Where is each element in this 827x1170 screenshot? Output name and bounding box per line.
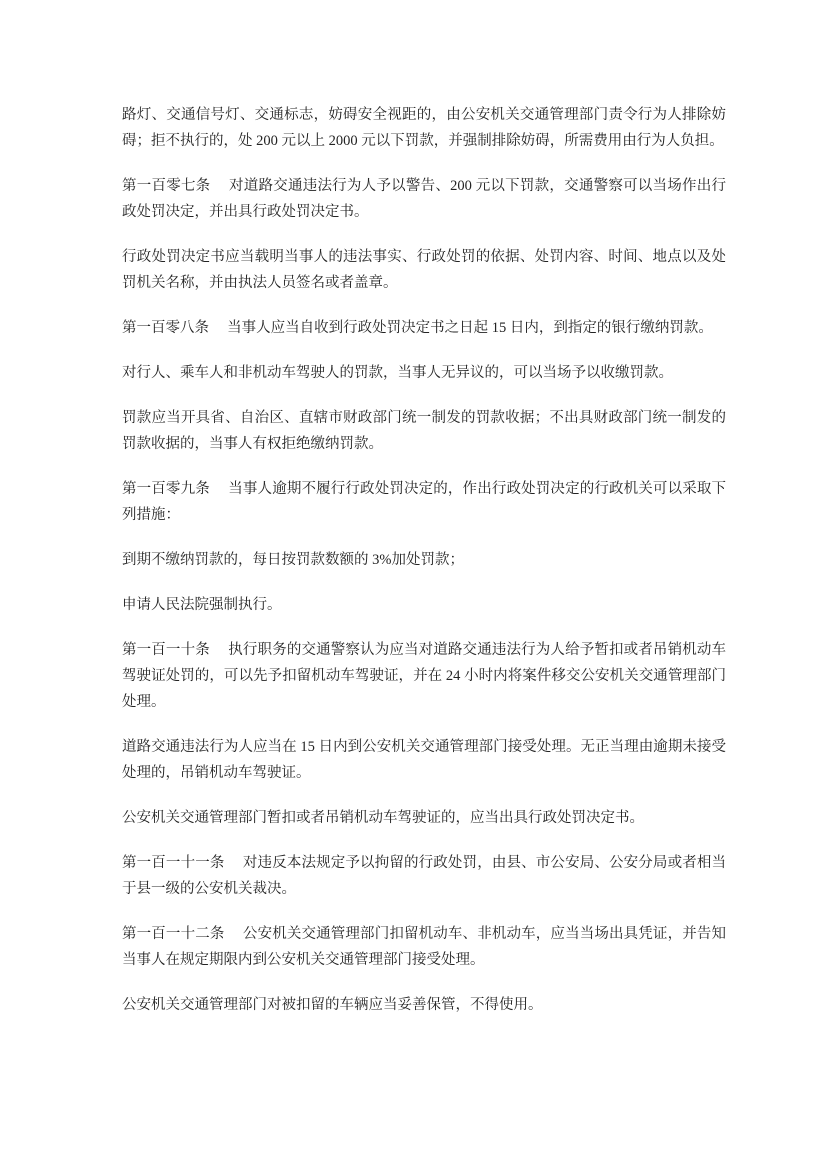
article-111: 第一百一十一条 对违反本法规定予以拘留的行政处罚，由县、市公安局、公安分局或者相当于县一级的公安机关裁决。 <box>122 855 726 897</box>
article-109-item-late-fine: 到期不缴纳罚款的，每日按罚款数额的 3%加处罚款； <box>122 552 464 568</box>
article-110: 第一百一十条 执行职务的交通警察认为应当对道路交通违法行为人给予暂扣或者吊销机动车驾驶证处罚的，可以先予扣留机动车驾驶证，并在 24 小时内将案件移交公安机关交通管理部门处理。 <box>122 642 726 710</box>
article-110-decision-letter-required: 公安机关交通管理部门暂扣或者吊销机动车驾驶证的，应当出具行政处罚决定书。 <box>122 810 644 826</box>
article-112-vehicle-custody: 公安机关交通管理部门对被扣留的车辆应当妥善保管，不得使用。 <box>122 997 543 1013</box>
article-109-item-court-enforcement: 申请人民法院强制执行。 <box>122 597 282 613</box>
paragraph-obstruction-removal-fine: 路灯、交通信号灯、交通标志，妨碍安全视距的，由公安机关交通管理部门责令行为人排除妨碍；拒不执行的，处 200 元以上 2000 元以下罚款，并强制排除妨碍，所需费用由行为人负担。 <box>122 107 726 149</box>
article-108-onsite-collection: 对行人、乘车人和非机动车驾驶人的罚款，当事人无异议的，可以当场予以收缴罚款。 <box>122 365 673 381</box>
article-107: 第一百零七条 对道路交通违法行为人予以警告、200 元以下罚款，交通警察可以当场作出行政处罚决定，并出具行政处罚决定书。 <box>122 178 726 220</box>
article-112: 第一百一十二条 公安机关交通管理部门扣留机动车、非机动车，应当当场出具凭证，并告知当事人在规定期限内到公安机关交通管理部门接受处理。 <box>122 926 726 968</box>
article-108: 第一百零八条 当事人应当自收到行政处罚决定书之日起 15 日内，到指定的银行缴纳罚款。 <box>122 320 713 336</box>
article-107-decision-letter-contents: 行政处罚决定书应当载明当事人的违法事实、行政处罚的依据、处罚内容、时间、地点以及处罚机关名称，并由执法人员签名或者盖章。 <box>122 249 726 291</box>
article-110-accept-handling-deadline: 道路交通违法行为人应当在 15 日内到公安机关交通管理部门接受处理。无正当理由逾期未接受处理的，吊销机动车驾驶证。 <box>122 739 726 781</box>
article-108-fine-receipt: 罚款应当开具省、自治区、直辖市财政部门统一制发的罚款收据；不出具财政部门统一制发的罚款收据的，当事人有权拒绝缴纳罚款。 <box>122 410 726 452</box>
article-109: 第一百零九条 当事人逾期不履行行政处罚决定的，作出行政处罚决定的行政机关可以采取下列措施： <box>122 481 726 523</box>
